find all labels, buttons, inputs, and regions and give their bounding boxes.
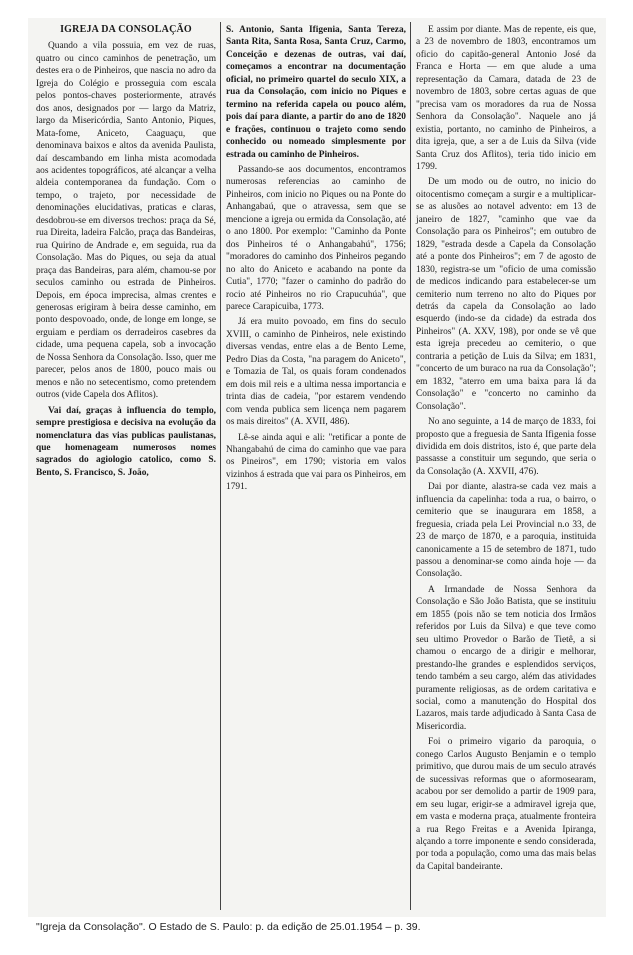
paragraph: Foi o primeiro vigario da paroquia, o conego Carlos Augusto Benjamin e o templo primitivo, que durou mais de um seculo através de sucessivas reformas que o aformosearam, acabou por ser demolido a partir de 1909 para, em seu lugar, erigir-se a admiravel igreja que, em vasta e moderna praça, atualmente fronteira a rua Rego Freitas e a Avenida Ipiranga, alçando a torre imponente e sendo considerada, por toda a população, como uma das mais belas da Capital bandeirante. [416,737,596,872]
paragraph: Já era muito povoado, em fins do seculo XVIII, o caminho de Pinheiros, nele existindo diversas vendas, entre elas a de Bento Leme, Pedro Dias da Costa, "na paragem do Aniceto", e Tomazia de Tal, os quais foram condenados em dois mil reis e a ultima nessa importancia e trinta dias de cadeia, "por estarem vendendo com venda publica sem licença nem pagarem os mais direitos" (A. XVII, 486). [226,317,406,428]
column-rule [220,22,221,910]
article-column-3 [416,24,596,876]
paragraph: A Irmandade de Nossa Senhora da Consolação e São João Batista, que se instituiu em 1855 (pois não se tem noticia dos Irmãos referidos por Luis da Silva) e que teve como seu ultimo Provedor o Barão de Tietê, a si chamou o encargo de a dirigir e melhorar, prestando-lhe grandes e esplendidos serviços, tendo também a seu cargo, além das atividades puramente religiosas, as de ordem caritativa e social, como a manutenção do Hospital dos Lazaros, mais tarde adjudicado à Santa Casa de Misericordia. [416,584,596,732]
paragraph: Lê-se ainda aqui e ali: "retificar a ponte de Nhangabahú de cima do caminho que vae para os Pineiros", em 1790; vistoria em valos vizinhos á estrada que vai para os Pinheiros, em 1791. [226,432,406,493]
article-title: IGREJA DA CONSOLAÇÃO [60,24,192,35]
source-caption: "Igreja da Consolação". O Estado de S. Paulo: p. da edição de 25.01.1954 – p. 39. [36,921,421,933]
article-column-1 [36,24,216,482]
paragraph: S. Antonio, Santa Ifigenia, Santa Tereza, Santa Rita, Santa Rosa, Santa Cruz, Carmo, Conceição e dezenas de outras, vai daí, começamos a encontrar na documentação oficial, no primeiro quartel do seculo XIX, a rua da Consolação, com inicio no Piques e termino na referida capela ou pouco além, pois daí para diante, a partir do ano de 1820 e frações, continuou o trajeto como sendo conhecido ou nomeado simplesmente por estrada ou caminho de Pinheiros. [226,25,406,160]
paragraph: No ano seguinte, a 14 de março de 1833, foi proposto que a freguesia de Santa Ifigenia fosse dividida em dois distritos, isto é, que parte dela passasse a constituir um segundo, que seria o da Consolação (A. XXVII, 476). [416,417,596,477]
article-column-2 [226,24,406,497]
paragraph: E assim por diante. Mas de repente, eis que, a 23 de novembro de 1803, encontramos um oficio do capitão-general Antonio José da Franca e Horta — em que alude a uma representação da Camara, datada de 23 de novembro de 1803, sobre certas aguas de que "precisa vam os moradores da rua de Nossa Senhora da Consolação". Naquele ano já existia, portanto, no caminho de Pinheiros, a dita igreja, que, a ser a de Luis da Silva (vide Santa Cruz dos Aflitos), teria tido inicio em 1799. [416,25,596,172]
paragraph: De um modo ou de outro, no inicio do oitocentismo começam a surgir e a multiplicar-se as alusões ao notavel advento: em 13 de janeiro de 1827, "caminho que vae da Consolação para os Pinheiros"; em outubro de 1829, "estrada desde a Capela da Consolação até a ponte dos Pinheiros"; em 7 de agosto de 1830, registra-se um "oficio de uma comissão de medicos indicando para estabelecer-se um cemiterio num terreno no alto do Piques por detrás da capela da Consolação ao lado esquerdo (indo-se da cidade) da estrada dos Pinheiros" (A. XXV, 198), por onde se vê que esta igreja precedeu ao cemiterio, o que contraria a petição de Luis da Silva; em 1831, "concerto de um buraco na rua da Consolação"; em 1832, "aterro em uma baixa para lá da Consolação" e "concerto no caminho da Consolação". [416,177,596,412]
paragraph: Passando-se aos documentos, encontramos numerosas referencias ao caminho de Pinheiros, com inicio no Piques ou na Ponte do Anhangabaú, que o atravessa, sem que se mencione a igreja ou ermida da Consolação, até o ano 1800. Por exemplo: "Caminho da Ponte dos Pinheiros té o Anhangabahú", 1756; "moradores do caminho dos Pinheiros pegando no alto do Aniceto e acabando na ponte da Cutia", 1770; "fazer o caminho do padrão do rocio até Pinheiros no rio Crapucuhúa", que parece Carapicuiba, 1773. [226,164,406,312]
column-rule [410,22,411,910]
paragraph: Dai por diante, alastra-se cada vez mais a influencia da capelinha: toda a rua, o bairro, o cemiterio que se inaugurara em 1858, a freguesia, criada pela Lei Provincial n.o 33, de 23 de março de 1870, e a paroquia, instituida canonicamente a 15 de setembro de 1871, tudo passou a denominar-se como ainda hoje — da Consolação. [416,482,596,580]
paragraph: Vai daí, graças à influencia do templo, sempre prestigiosa e decisiva na evolução da nomenclatura das vias publicas paulistanas, que homenageam numerosos nomes sagrados do agiologio catolico, como S. Bento, S. Francisco, S. João, [36,405,216,478]
newspaper-clipping [28,18,606,917]
paragraph: Quando a vila possuia, em vez de ruas, quatro ou cinco caminhos de penetração, um destes era o de Pinheiros, que nascia no adro da Igreja do Colégio e prosseguia com escala pelos pontos-chaves posteriormente, através dos anos, designados por — largo da Matriz, largo da Misericórdia, Santo Antonio, Piques, Mata-fome, Aniceto, Caaguaçu, que denominava baixos e altos da avenida Paulista, daí descambando em linha mista acomodada aos acidentes topográficos, até alcançar a velha aldeia contemporanea da fundação. Com o tempo, o trajeto, por necessidade de denominações elucidativas, praticas e claras, desdobrou-se em diversos trechos: praça da Sé, rua Direita, ladeira Falcão, praça das Bandeiras, rua Quirino de Andrade e, em seguida, rua da Consolação. Mas do Piques, ou seja da atual praça das Bandeiras, para além, chamou-se por seculos caminho ou estrada de Pinheiros. Depois, em época imprecisa, almas crentes e generosas erigiram à beira desse caminho, em ponto despovoado, onde, de longe em longe, se erguiam e perdiam os derradeiros casebres da cidade, uma pequena capela, sob a invocação de Nossa Senhora da Consolação. Isso, quer me parecer, pelos anos de 1800, pouco mais ou menos e não no setecentismo, como pretendem outros (vide Capela dos Aflitos). [36,41,216,401]
